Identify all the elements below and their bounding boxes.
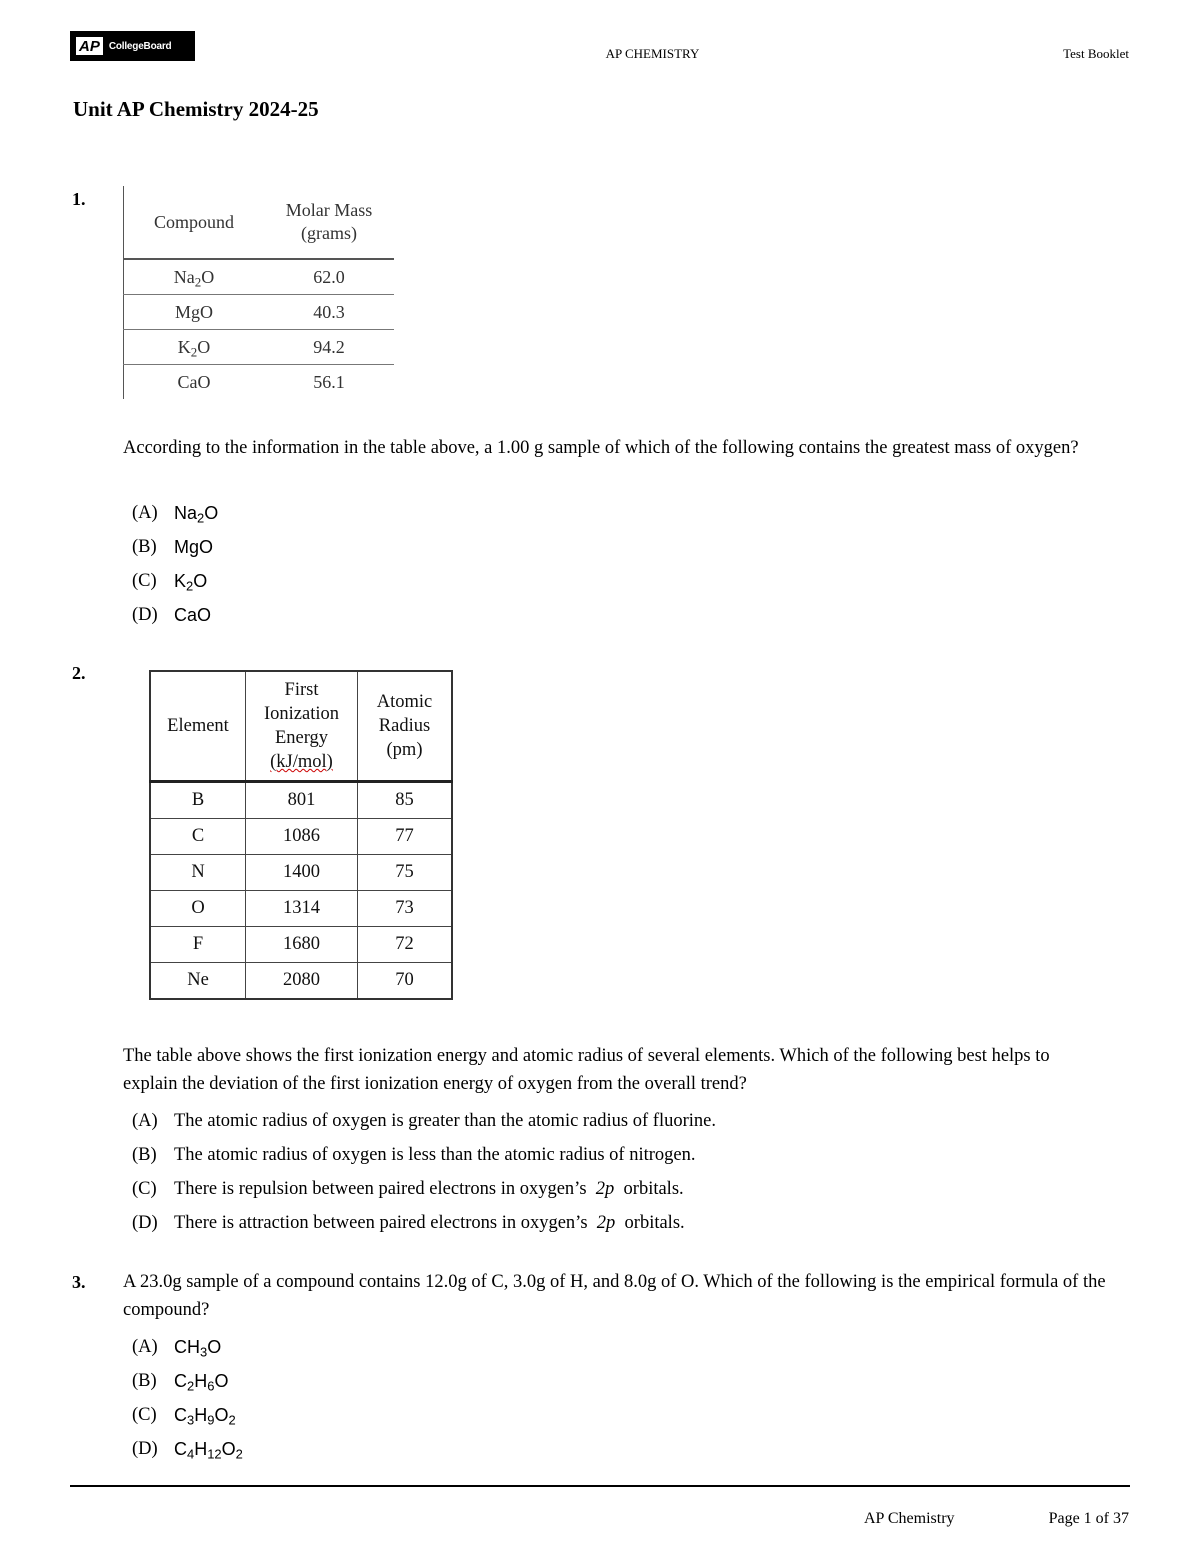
- choice-c[interactable]: (C) $K_2O$: [132, 570, 208, 594]
- header-molar-mass-line1: Molar Mass: [285, 200, 373, 220]
- choice-a[interactable]: (A) The atomic radius of oxygen is greater than the atomic radius of fluorine.: [132, 1110, 716, 1131]
- ionization-energy-cell: 1400: [246, 855, 358, 891]
- table-row: [124, 330, 395, 365]
- logo-collegeboard-mark: CollegeBoard: [108, 40, 172, 52]
- table-row: [124, 365, 395, 400]
- atomic-radius-cell: 75: [358, 855, 453, 891]
- table-row: [150, 855, 452, 891]
- table-header-row: [150, 671, 452, 782]
- choice-b[interactable]: (B) $C_2H_6O$: [132, 1370, 229, 1394]
- choice-d[interactable]: (D) CaO: [132, 604, 212, 625]
- question-2-stem: The table above shows the first ionization energy and atomic radius of several elements. Which of the following best helps to explain the deviation of the first ionization energy of oxygen from the overall trend?: [123, 1046, 1050, 1094]
- footer-divider: [70, 1485, 1130, 1487]
- question-3-number: 3.: [72, 1272, 86, 1292]
- molar-mass-cell: 62.0: [264, 259, 394, 295]
- element-cell: B: [150, 782, 246, 819]
- question-1-number: 1.: [72, 189, 86, 209]
- choice-b[interactable]: (B) MgO: [132, 536, 214, 557]
- choice-b[interactable]: (B) The atomic radius of oxygen is less than the atomic radius of nitrogen.: [132, 1144, 696, 1165]
- choice-a[interactable]: (A) $CH_3O$: [132, 1336, 222, 1360]
- molar-mass-table: [123, 186, 394, 399]
- compound-cell: CaO: [124, 365, 265, 400]
- table-row: [124, 295, 395, 330]
- ionization-energy-cell: 1680: [246, 927, 358, 963]
- document-title: Unit AP Chemistry 2024-25: [73, 97, 319, 121]
- header-compound: Compound: [124, 186, 265, 259]
- question-2-choices: [123, 1104, 716, 1240]
- question-3-stem: A 23.0g sample of a compound contains 12.0g of C, 3.0g of H, and 8.0g of O. Which of the following is the empirical formula of the compound?: [123, 1272, 1106, 1320]
- question-2-number: 2.: [72, 663, 86, 683]
- choice-a[interactable]: (A) $Na_2O$: [132, 502, 219, 526]
- header-element: Element: [150, 671, 246, 782]
- compound-cell: $Na_2O$: [124, 259, 265, 295]
- atomic-radius-cell: 70: [358, 963, 453, 1000]
- footer-subject: AP Chemistry: [864, 1510, 955, 1527]
- page-number: Page 1 of 37: [1048, 1510, 1129, 1527]
- table-row: [150, 927, 452, 963]
- ionization-energy-cell: 801: [246, 782, 358, 819]
- element-cell: C: [150, 819, 246, 855]
- atomic-radius-cell: 77: [358, 819, 453, 855]
- table-row: [150, 782, 452, 819]
- ionization-energy-cell: 1086: [246, 819, 358, 855]
- table-row: [150, 819, 452, 855]
- header-subject: AP CHEMISTRY: [605, 46, 700, 61]
- atomic-radius-cell: 72: [358, 927, 453, 963]
- table-row: [124, 259, 395, 295]
- choice-c[interactable]: (C) $C_3H_9O_2$: [132, 1404, 236, 1428]
- table-row: [150, 891, 452, 927]
- molar-mass-cell: 94.2: [264, 330, 394, 365]
- table-row: [150, 963, 452, 1000]
- atomic-radius-cell: 85: [358, 782, 453, 819]
- element-cell: Ne: [150, 963, 246, 1000]
- header-molar-mass-line2: (grams): [301, 223, 357, 243]
- molar-mass-cell: 40.3: [264, 295, 394, 330]
- ionization-energy-table: [149, 670, 453, 1000]
- header-booklet-label: Test Booklet: [1063, 46, 1129, 61]
- choice-c[interactable]: (C) There is repulsion between paired electrons in oxygen’s 2p orbitals.: [132, 1178, 684, 1199]
- ionization-energy-cell: 1314: [246, 891, 358, 927]
- molar-mass-cell: 56.1: [264, 365, 394, 400]
- choice-d[interactable]: (D) $C_4H_{12}O_2$: [132, 1438, 243, 1462]
- compound-cell: MgO: [124, 295, 265, 330]
- ionization-energy-cell: 2080: [246, 963, 358, 1000]
- table-header-row: [124, 186, 395, 259]
- question-3-choices: [123, 1330, 243, 1466]
- compound-cell: $K_2O$: [124, 330, 265, 365]
- header-ionization-energy: First Ionization Energy (kJ/mol): [246, 671, 358, 782]
- header-atomic-radius: Atomic Radius (pm): [358, 671, 453, 782]
- element-cell: F: [150, 927, 246, 963]
- header-molar-mass: [264, 186, 394, 259]
- element-cell: N: [150, 855, 246, 891]
- atomic-radius-cell: 73: [358, 891, 453, 927]
- element-cell: O: [150, 891, 246, 927]
- logo-ap-mark: AP: [76, 37, 103, 55]
- choice-d[interactable]: (D) There is attraction between paired electrons in oxygen’s 2p orbitals.: [132, 1212, 685, 1233]
- question-1-stem: According to the information in the table above, a 1.00 g sample of which of the following contains the greatest mass of oxygen?: [123, 438, 1079, 458]
- question-1-choices: [123, 496, 218, 632]
